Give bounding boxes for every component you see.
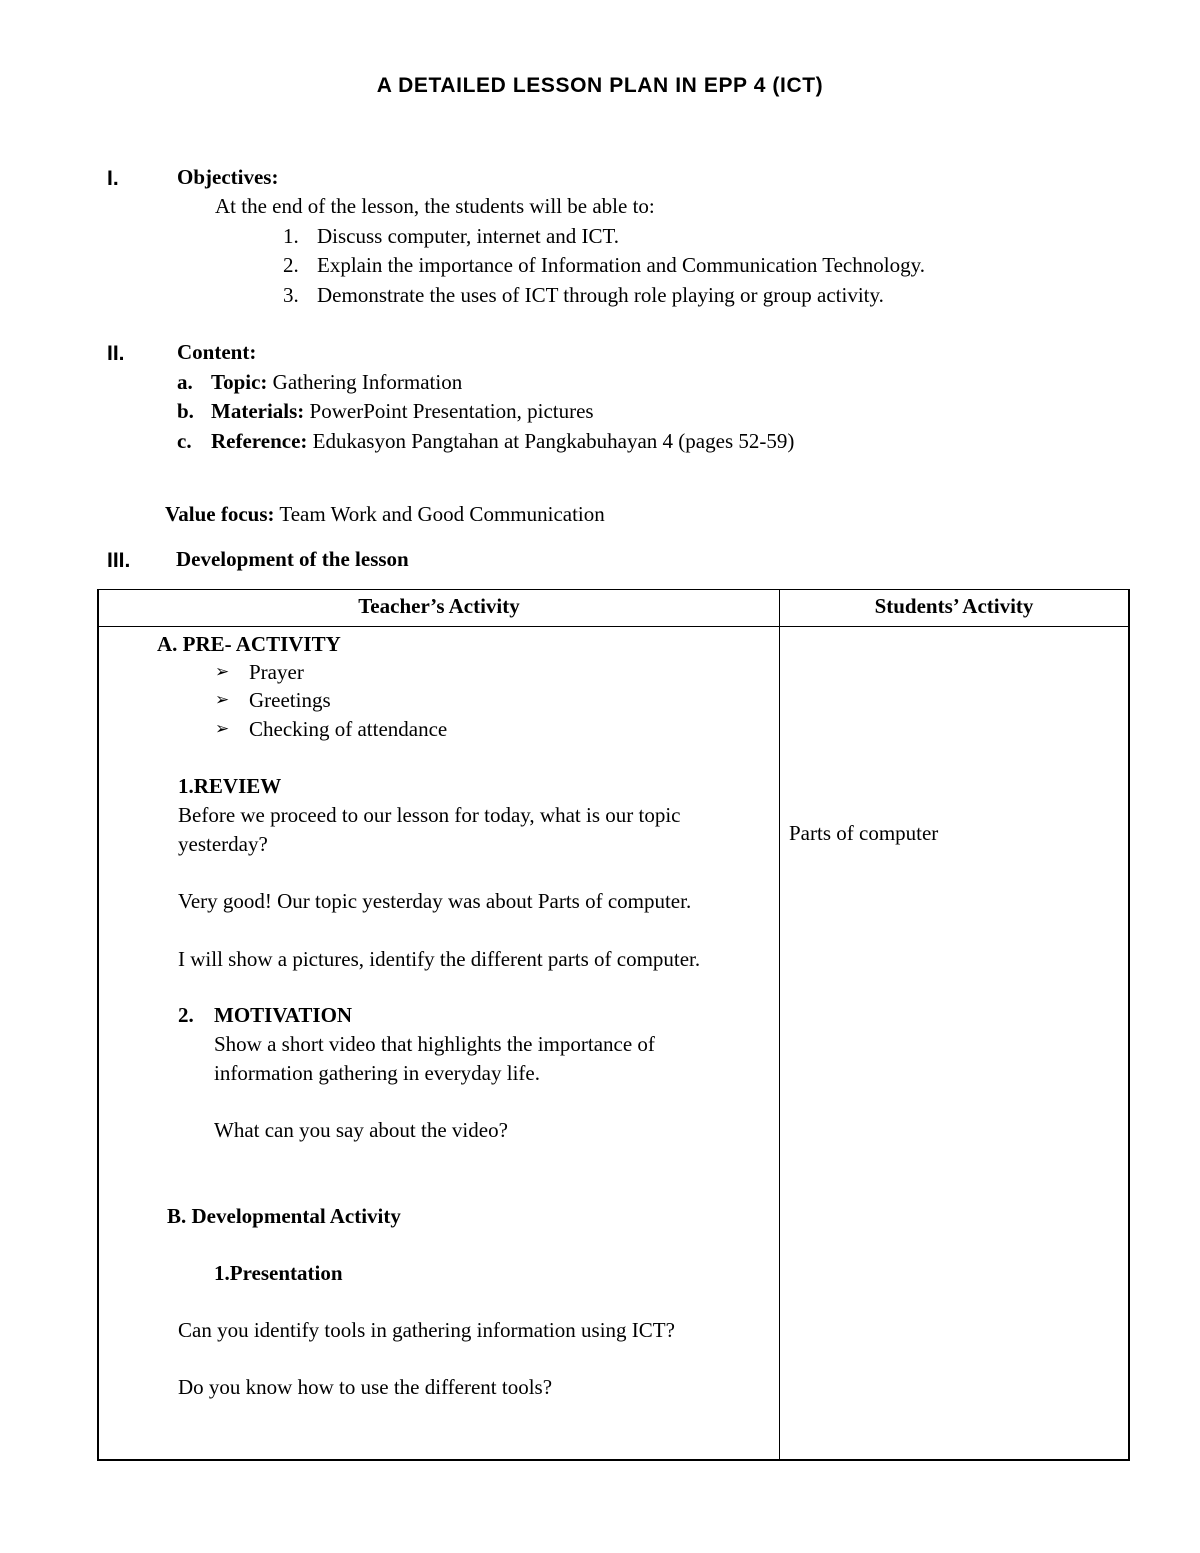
- objective-number: 1.: [283, 224, 299, 248]
- content-letter: c.: [177, 429, 192, 453]
- motivation-question: What can you say about the video?: [214, 1118, 508, 1142]
- content-label: Reference:: [211, 429, 308, 453]
- list-item: Greetings: [249, 688, 331, 712]
- section-numeral-content: II.: [107, 342, 125, 365]
- content-label: Topic:: [211, 370, 268, 394]
- pre-activity-heading: A. PRE- ACTIVITY: [157, 632, 341, 656]
- motivation-number: 2.: [178, 1003, 194, 1027]
- objective-number: 2.: [283, 253, 299, 277]
- motivation-text-line1: Show a short video that highlights the importance of: [214, 1032, 655, 1056]
- content-letter: a.: [177, 370, 193, 394]
- objectives-intro: At the end of the lesson, the students will be able to:: [215, 194, 655, 218]
- table-border-top: [97, 589, 1130, 590]
- header-teacher-activity: Teacher’s Activity: [358, 594, 520, 618]
- header-students-activity: Students’ Activity: [874, 594, 1034, 618]
- developmental-activity-heading: B. Developmental Activity: [167, 1204, 401, 1228]
- table-border-right: [1128, 589, 1130, 1461]
- content-value: Gathering Information: [272, 370, 463, 394]
- page-title: A DETAILED LESSON PLAN IN EPP 4 (ICT): [376, 74, 824, 97]
- development-heading: Development of the lesson: [176, 547, 409, 571]
- content-item-topic: [211, 372, 462, 393]
- objectives-heading: Objectives:: [177, 165, 279, 189]
- content-label: Materials:: [211, 399, 305, 423]
- content-heading: Content:: [177, 340, 257, 364]
- table-column-divider: [779, 589, 780, 1461]
- objective-item: Explain the importance of Information and Communication Technology.: [317, 253, 925, 277]
- objective-number: 3.: [283, 283, 299, 307]
- objective-item: Discuss computer, internet and ICT.: [317, 224, 620, 248]
- value-focus: [165, 504, 605, 525]
- section-numeral-development: III.: [107, 549, 131, 572]
- content-value: Edukasyon Pangtahan at Pangkabuhayan 4 (pages 52-59): [312, 429, 795, 453]
- list-item: Prayer: [249, 660, 304, 684]
- content-item-reference: [211, 431, 794, 452]
- presentation-question-1: Can you identify tools in gathering information using ICT?: [178, 1318, 675, 1342]
- list-item: Checking of attendance: [249, 717, 448, 741]
- review-question-line1: Before we proceed to our lesson for today, what is our topic: [178, 803, 681, 827]
- motivation-text-line2: information gathering in everyday life.: [214, 1061, 540, 1085]
- student-answer-review: Parts of computer: [789, 821, 939, 845]
- content-item-materials: [211, 401, 594, 422]
- review-heading: 1.REVIEW: [178, 774, 282, 798]
- arrow-bullet-icon: ➢: [215, 662, 230, 681]
- content-letter: b.: [177, 399, 194, 423]
- value-focus-label: Value focus:: [165, 502, 275, 526]
- presentation-question-2: Do you know how to use the different tools?: [178, 1375, 553, 1399]
- table-header-divider: [97, 626, 1130, 627]
- review-task: I will show a pictures, identify the different parts of computer.: [178, 947, 701, 971]
- objective-item: Demonstrate the uses of ICT through role playing or group activity.: [317, 283, 884, 307]
- motivation-heading: MOTIVATION: [214, 1003, 353, 1027]
- table-border-bottom: [97, 1459, 1130, 1461]
- value-focus-text: Team Work and Good Communication: [279, 502, 605, 526]
- arrow-bullet-icon: ➢: [215, 719, 230, 738]
- review-question-line2: yesterday?: [178, 832, 268, 856]
- content-value: PowerPoint Presentation, pictures: [309, 399, 594, 423]
- section-numeral-objectives: I.: [107, 167, 119, 190]
- arrow-bullet-icon: ➢: [215, 690, 230, 709]
- review-feedback: Very good! Our topic yesterday was about Parts of computer.: [178, 889, 692, 913]
- presentation-heading: 1.Presentation: [214, 1261, 343, 1285]
- table-border-left: [97, 589, 99, 1461]
